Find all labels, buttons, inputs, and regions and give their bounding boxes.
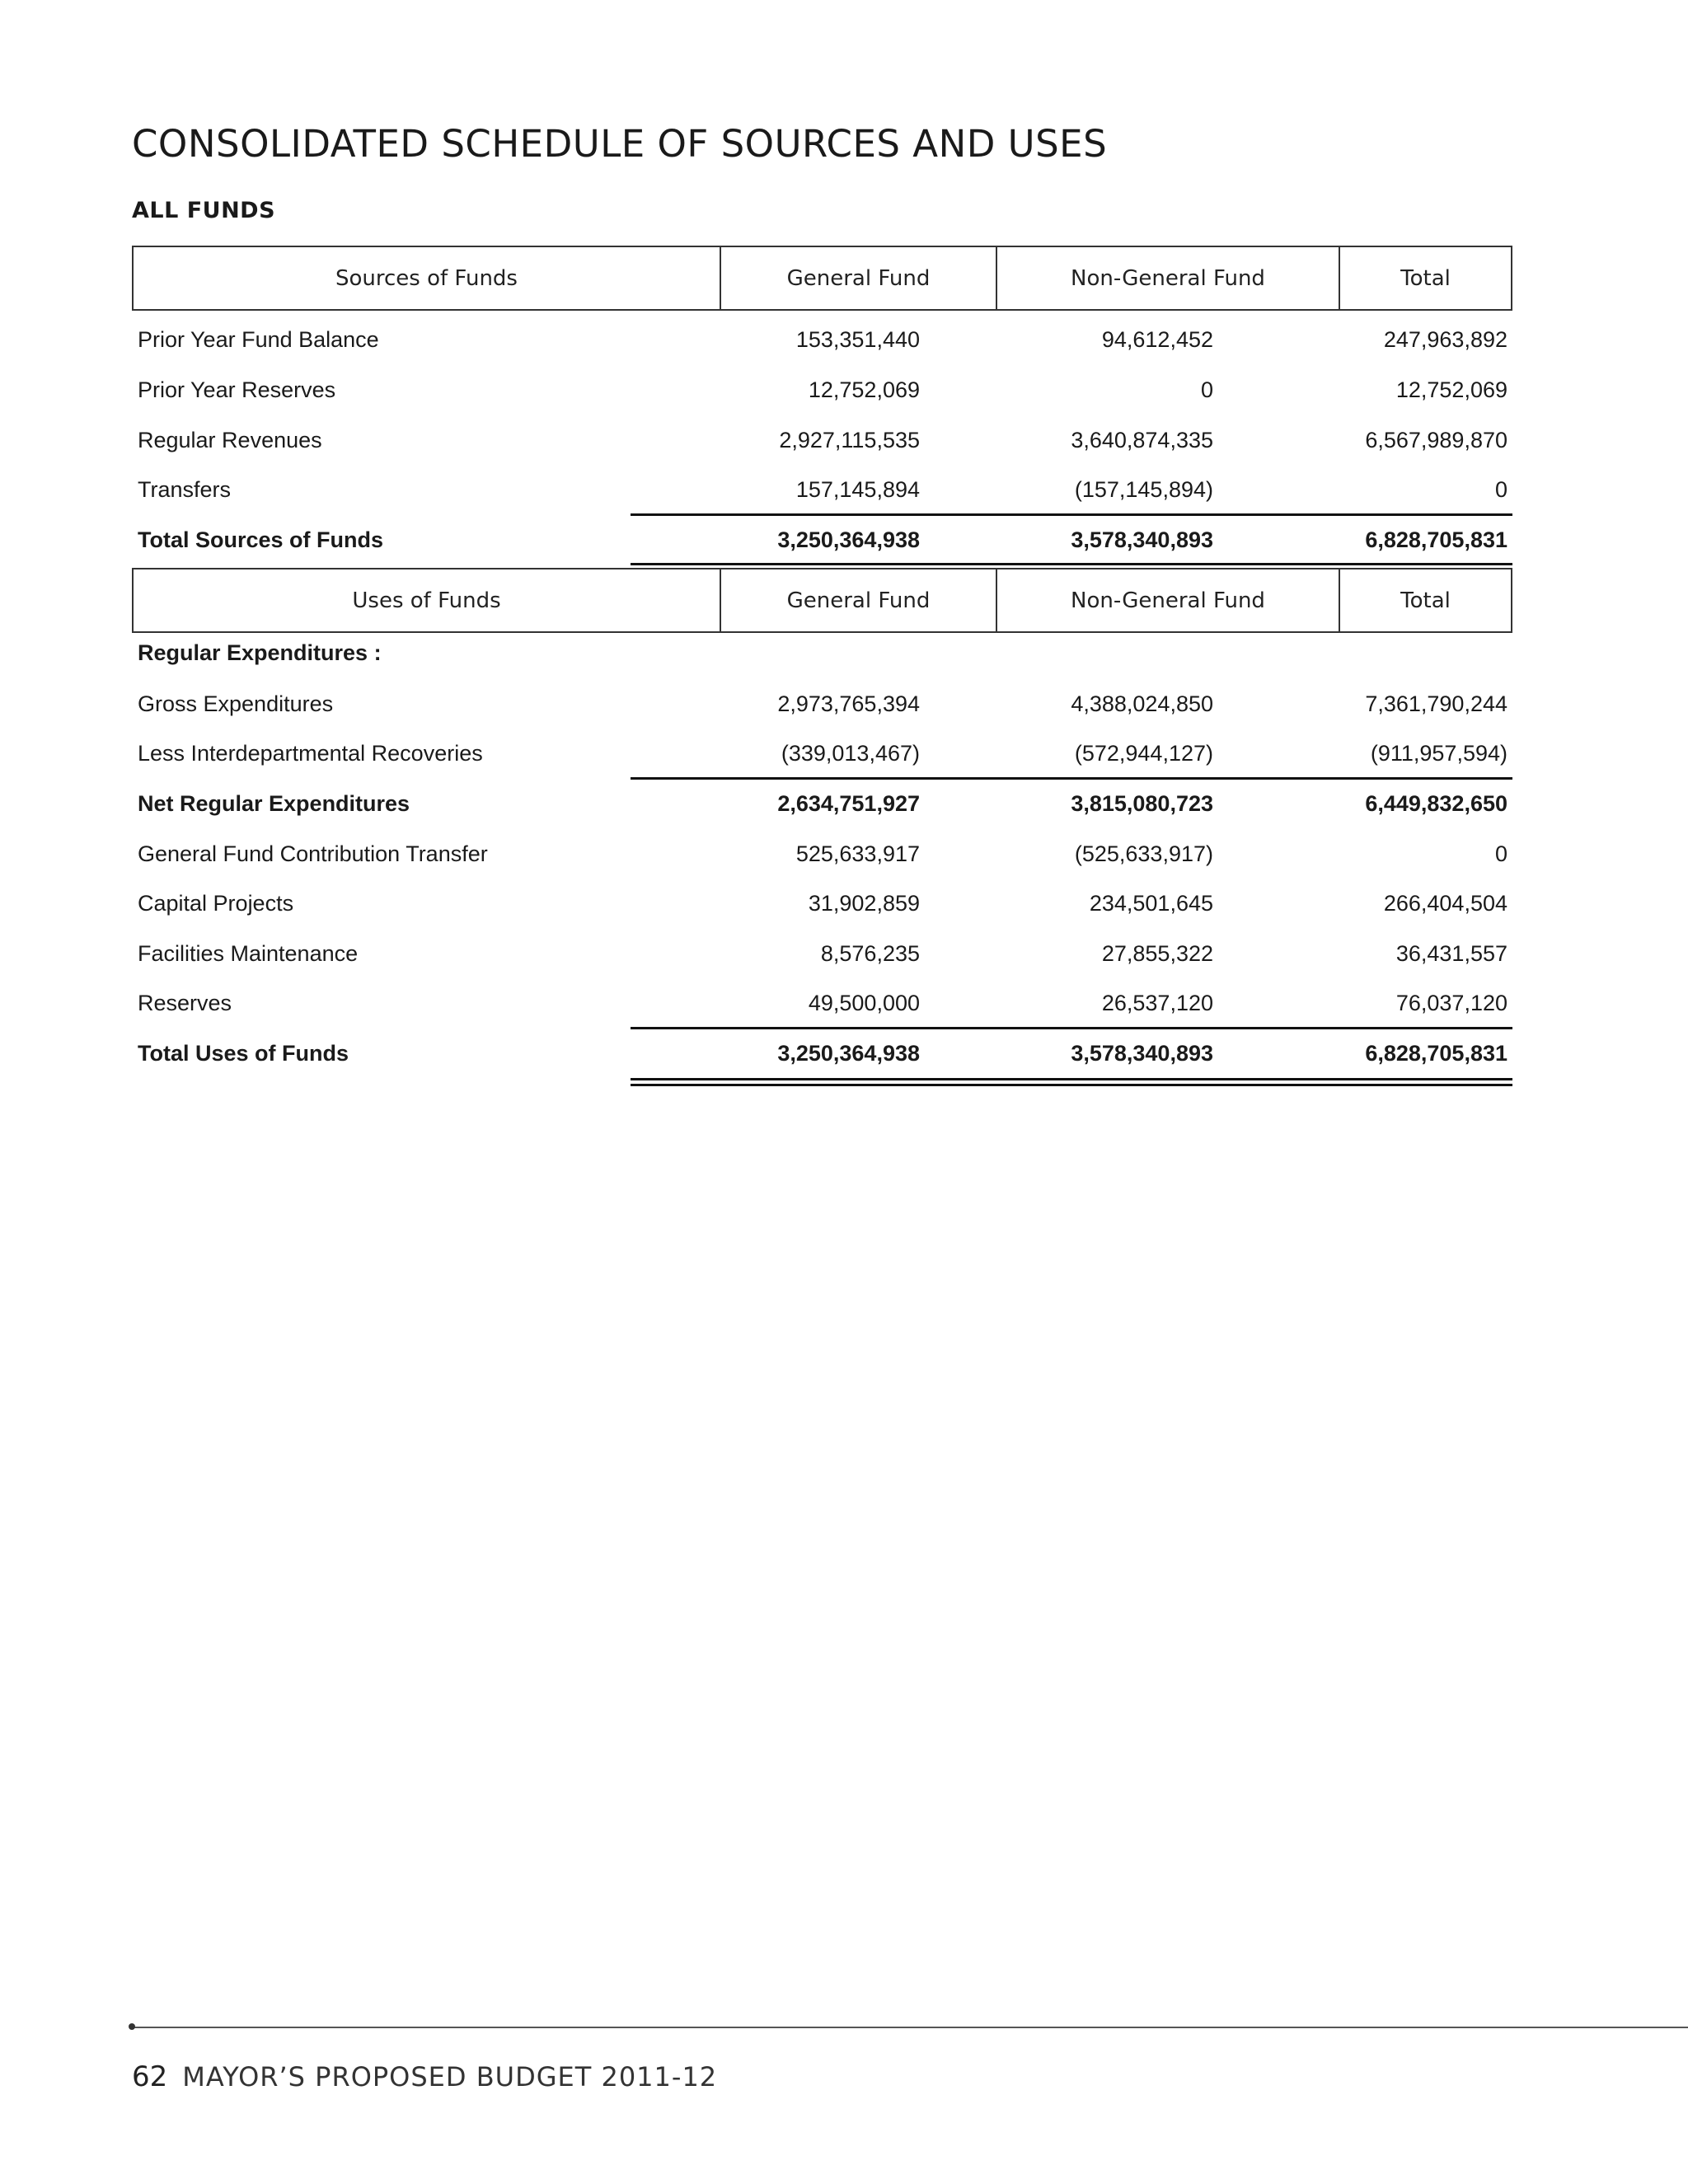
total-value: 266,404,504	[1383, 890, 1507, 916]
general-fund-value: 49,500,000	[808, 990, 920, 1015]
general-fund-value: 157,145,894	[795, 476, 920, 502]
row-label: Total Uses of Funds	[138, 1040, 349, 1066]
net-regular-row	[132, 779, 1512, 828]
non-general-fund-value: 27,855,322	[1101, 940, 1213, 966]
table-row	[132, 929, 1512, 978]
page-title: CONSOLIDATED SCHEDULE OF SOURCES AND USES	[132, 122, 1108, 166]
total-value: 0	[1494, 841, 1507, 866]
total-value: 76,037,120	[1395, 990, 1507, 1015]
total-value: 36,431,557	[1395, 940, 1507, 966]
table-row	[132, 415, 1512, 465]
col-header-general-fund: General Fund	[720, 569, 996, 631]
footer-dot	[129, 2023, 135, 2030]
general-fund-value: 12,752,069	[808, 377, 920, 402]
table-row	[132, 465, 1512, 514]
col-header-total: Total	[1339, 247, 1511, 309]
section-label: Regular Expenditures :	[138, 640, 382, 665]
non-general-fund-value: 3,578,340,893	[1071, 527, 1213, 552]
row-label: Prior Year Reserves	[138, 377, 336, 402]
row-label: General Fund Contribution Transfer	[138, 841, 488, 866]
sources-table-header	[132, 246, 1512, 311]
non-general-fund-value: 4,388,024,850	[1071, 691, 1213, 716]
total-value: 6,449,832,650	[1365, 790, 1507, 816]
table-row	[132, 679, 1512, 729]
general-fund-value: 525,633,917	[795, 841, 920, 866]
section-label-row	[132, 628, 1512, 677]
general-fund-value: (339,013,467)	[781, 740, 920, 766]
general-fund-value: 8,576,235	[820, 940, 920, 966]
table-row	[132, 829, 1512, 879]
table-row	[132, 315, 1512, 364]
non-general-fund-value: 3,815,080,723	[1071, 790, 1213, 816]
total-value: 0	[1494, 476, 1507, 502]
general-fund-value: 2,927,115,535	[779, 427, 920, 452]
row-label: Gross Expenditures	[138, 691, 334, 716]
row-label: Less Interdepartmental Recoveries	[138, 740, 483, 766]
total-value: 6,828,705,831	[1365, 527, 1507, 552]
uses-total-row	[132, 1029, 1512, 1078]
table-row	[132, 729, 1512, 778]
non-general-fund-value: 0	[1200, 377, 1213, 402]
general-fund-value: 31,902,859	[808, 890, 920, 916]
general-fund-value: 3,250,364,938	[777, 1040, 920, 1066]
table-row	[132, 879, 1512, 928]
page-number: 62	[132, 2060, 168, 2093]
row-label: Capital Projects	[138, 890, 294, 916]
table-row	[132, 978, 1512, 1028]
row-label: Facilities Maintenance	[138, 940, 359, 966]
non-general-fund-value: 94,612,452	[1101, 326, 1213, 352]
footer-rule	[132, 2027, 1688, 2028]
col-header-sources: Sources of Funds	[335, 265, 518, 291]
total-rule	[631, 563, 1512, 565]
total-value: 6,567,989,870	[1365, 427, 1507, 452]
general-fund-value: 2,634,751,927	[777, 790, 920, 816]
row-label: Reserves	[138, 990, 232, 1015]
general-fund-value: 153,351,440	[795, 326, 920, 352]
non-general-fund-value: 234,501,645	[1089, 890, 1213, 916]
double-rule-top	[631, 1078, 1512, 1080]
general-fund-value: 3,250,364,938	[777, 527, 920, 552]
row-label: Transfers	[138, 476, 232, 502]
col-header-non-general-fund: Non-General Fund	[996, 247, 1339, 309]
row-label: Net Regular Expenditures	[138, 790, 410, 816]
footer-text: MAYOR’S PROPOSED BUDGET 2011-12	[182, 2061, 718, 2093]
col-header-total: Total	[1339, 569, 1511, 631]
total-value: (911,957,594)	[1370, 740, 1507, 766]
total-value: 7,361,790,244	[1365, 691, 1507, 716]
sources-total-row	[132, 515, 1512, 565]
non-general-fund-value: (525,633,917)	[1074, 841, 1213, 866]
row-label: Total Sources of Funds	[138, 527, 384, 552]
uses-table-header	[132, 568, 1512, 633]
total-value: 12,752,069	[1395, 377, 1507, 402]
non-general-fund-value: 26,537,120	[1101, 990, 1213, 1015]
page-subtitle: ALL FUNDS	[132, 198, 276, 223]
table-row	[132, 365, 1512, 415]
double-rule-bottom	[631, 1084, 1512, 1086]
non-general-fund-value: 3,640,874,335	[1071, 427, 1213, 452]
non-general-fund-value: (572,944,127)	[1074, 740, 1213, 766]
row-label: Regular Revenues	[138, 427, 322, 452]
col-header-general-fund: General Fund	[720, 247, 996, 309]
general-fund-value: 2,973,765,394	[777, 691, 920, 716]
total-value: 247,963,892	[1383, 326, 1507, 352]
col-header-non-general-fund: Non-General Fund	[996, 569, 1339, 631]
total-value: 6,828,705,831	[1365, 1040, 1507, 1066]
page-footer	[132, 2060, 717, 2093]
col-header-uses: Uses of Funds	[352, 588, 501, 613]
row-label: Prior Year Fund Balance	[138, 326, 379, 352]
non-general-fund-value: (157,145,894)	[1074, 476, 1213, 502]
non-general-fund-value: 3,578,340,893	[1071, 1040, 1213, 1066]
